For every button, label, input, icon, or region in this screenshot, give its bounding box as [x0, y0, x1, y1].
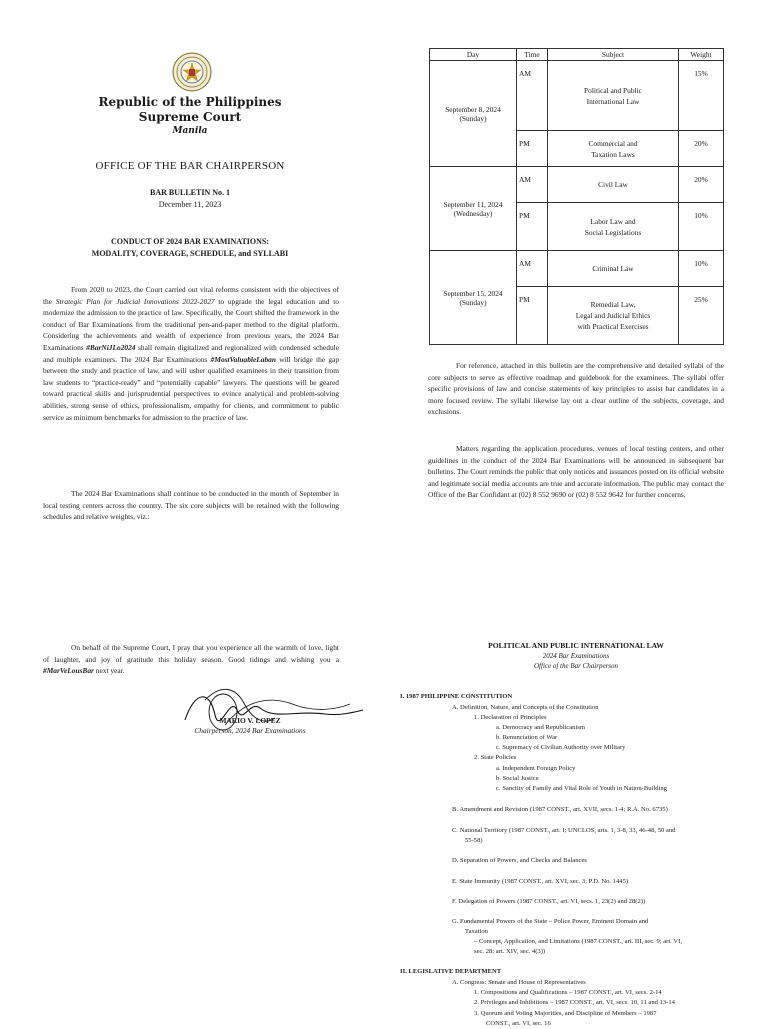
schedule-col-day: Day	[430, 49, 517, 61]
schedule-subject-cell	[548, 167, 679, 203]
syllabus-item: C. National Territory (1987 CONST., art. I; UNCLOS, arts. 1, 3-8, 33, 46-48, 50 and	[452, 827, 676, 834]
p1-strategic-plan: Strategic Plan for Judicial Innovations 2022-2027	[55, 296, 215, 306]
p1-hashtag-barnijlo: #BarNiJLo2024	[86, 342, 136, 352]
schedule-row	[430, 167, 724, 203]
paragraph-schedule-intro: The 2024 Bar Examinations shall continue to be conducted in the month of September in local testing centers across the country. The six core subjects will be retained with the following schedules and relative weights, viz.:	[43, 489, 339, 522]
schedule-weight-cell: 10%	[679, 251, 724, 287]
p1-hashtag-mvl: #MostValuableLaban	[210, 354, 276, 364]
schedule-col-subject: Subject	[548, 49, 679, 61]
schedule-subject-line: with Practical Exercises	[577, 322, 649, 331]
syllabus-section-heading: I. 1987 PHILIPPINE CONSTITUTION	[400, 693, 513, 700]
p1-text-a: From 2020 to 2023, the Court carried out vital reforms consistent with the objectives of the	[43, 285, 339, 306]
schedule-header-row	[430, 49, 724, 61]
schedule-time-cell: AM	[517, 61, 548, 131]
syllabus-item: B. Amendment and Revision (1987 CONST., art. XVII, secs. 1-4; R.A. No. 6735)	[452, 806, 668, 813]
syllabus-item: – Concept, Application, and Limitations (1987 CONST., art. III, sec. 9; art. VI,	[474, 938, 682, 945]
schedule-subject-line: Remedial Law,	[590, 300, 636, 309]
schedule-table	[429, 48, 724, 345]
schedule-subject-cell	[548, 61, 679, 131]
schedule-time-cell: PM	[517, 131, 548, 167]
syllabus-item: D. Separation of Powers, and Checks and Balances	[452, 857, 587, 864]
schedule-weight-cell: 20%	[679, 131, 724, 167]
schedule-subject-line: Legal and Judicial Ethics	[575, 311, 651, 320]
syllabus-item: c. Sanctity of Family and Vital Role of Youth in Nation-Building	[496, 785, 667, 792]
syllabus-item: 2. Privileges and Inhibitions – 1987 CONST., art. VI, secs. 10, 11 and 13-14	[474, 999, 675, 1006]
schedule-subject-line: Civil Law	[598, 180, 628, 189]
syllabus-item: a. Independent Foreign Policy	[496, 765, 576, 772]
paragraph-further-matters: Matters regarding the application procedures, venues of local testing centers, and other guidelines in the conduct of the 2024 Bar Examinations will be announced in subsequent bar bulletins. The Court reminds the public that only notices and issuances posted on its official website and legitimate social media accounts are true and accurate information. The public may contact the Office of the Bar Confidant at (02) 8 552 9690 or (02) 8 552 9642 for further concerns.	[428, 444, 724, 500]
p3-text-a: On behalf of the Supreme Court, I pray that you experience all the warmth of love, light of laughter, and joy of gratitude this holiday season. Good tidings and wishing you a	[43, 643, 339, 664]
syllabus-item: E. State Immunity (1987 CONST., art. XVI, sec. 3; P.D. No. 1445)	[452, 878, 629, 885]
p1-text-d: will bridge the gap between the study and practice of law, and will usher qualified examinees in their transition from law students to “practice-ready” and “potentially capable” lawyers. The questions will be geared toward practical skills and jurisprudential perspectives to evince analytical and problem-solving abilities, strong sense of ethics, professionalism, empathy for clients, and commitment to public service as minimum benchmarks for admission to the practice of law.	[43, 354, 340, 422]
syllabus-item: A. Definition, Nature, and Concepts of the Constitution	[452, 704, 599, 711]
schedule-time-cell: AM	[517, 167, 548, 203]
schedule-subject-line: Taxation Laws	[591, 149, 635, 159]
syllabus-item: 1. Compositions and Qualifications – 1987 CONST., art. VI, secs. 2-14	[474, 989, 662, 996]
paragraph-reforms	[43, 284, 339, 423]
bulletin-date: December 11, 2023	[158, 200, 222, 209]
manila-header: Manila	[172, 126, 208, 136]
bulletin-number: BAR BULLETIN No. 1	[149, 188, 230, 197]
schedule-weight-cell: 20%	[679, 167, 724, 203]
schedule-time-cell: PM	[517, 287, 548, 345]
syllabus-item: sec. 28; art. XIV, sec. 4(3))	[474, 948, 546, 955]
signatory-title: Chairperson, 2024 Bar Examinations	[194, 726, 306, 735]
schedule-subject-line: Political and Public	[584, 85, 642, 95]
syllabus-item: A. Congress: Senate and House of Representatives	[452, 979, 586, 986]
schedule-subject-cell	[548, 131, 679, 167]
schedule-weight-cell: 10%	[679, 203, 724, 251]
schedule-day-cell	[430, 251, 517, 345]
syllabus-item: 3. Quorum and Voting Majorities, and Discipline of Members – 1987	[474, 1010, 657, 1017]
supreme-court-seal-icon	[172, 52, 212, 92]
syllabus-section-heading: II. LEGISLATIVE DEPARTMENT	[400, 968, 502, 975]
syllabus-item: 1. Declaration of Principles	[474, 714, 547, 721]
schedule-weekday: (Wednesday)	[453, 208, 493, 218]
schedule-day-cell	[430, 61, 517, 167]
syllabus-item: G. Fundamental Powers of the State – Police Power, Eminent Domain and	[452, 918, 649, 925]
syllabus-item: 2. State Policies	[474, 754, 517, 761]
schedule-time-cell: PM	[517, 203, 548, 251]
republic-header: Republic of the Philippines	[98, 95, 282, 109]
syllabus-subtitle-office: Office of the Bar Chairperson	[534, 662, 618, 670]
syllabus-item: b. Renunciation of War	[496, 734, 558, 741]
schedule-date: September 11, 2024	[443, 199, 503, 209]
schedule-subject-line: Social Legislations	[584, 227, 642, 237]
document-title-line2: MODALITY, COVERAGE, SCHEDULE, and SYLLABI	[91, 249, 289, 258]
paragraph-syllabi-reference: For reference, attached in this bulletin are the comprehensive and detailed syllabi of the core subjects to serve as effective roadmap and guidebook for the examinees. The syllabi offer specific provisions of law and concise statements of key principles to assist bar candidates in a more focused review. The syllabi likewise lay out a clear outline of the subjects, coverage, and exclusions.	[428, 361, 724, 417]
document-title	[40, 236, 340, 260]
schedule-weight-cell: 15%	[679, 61, 724, 131]
schedule-weekday: (Sunday)	[459, 113, 487, 123]
schedule-col-time: Time	[517, 49, 548, 61]
p3-hashtag-marvelous: #MarVeLousBar	[43, 666, 94, 676]
schedule-col-weight: Weight	[679, 49, 724, 61]
office-title: OFFICE OF THE BAR CHAIRPERSON	[95, 160, 285, 172]
supreme-court-header: Supreme Court	[138, 110, 242, 124]
schedule-subject-cell	[548, 287, 679, 345]
schedule-body	[430, 61, 724, 345]
schedule-subject-line: Labor Law and	[590, 216, 636, 226]
schedule-date: September 15, 2024	[443, 288, 503, 298]
schedule-date: September 8, 2024	[445, 104, 501, 114]
schedule-time-cell: AM	[517, 251, 548, 287]
syllabus-item: Taxation	[465, 928, 488, 935]
paragraph-greetings	[43, 642, 339, 677]
syllabus-subtitle-exam: 2024 Bar Examinations	[542, 652, 610, 660]
schedule-subject-line: Criminal Law	[592, 264, 634, 273]
schedule-subject-cell	[548, 251, 679, 287]
signatory-name: MARIO V. LOPEZ	[219, 716, 281, 725]
schedule-subject-line: International Law	[586, 96, 640, 106]
syllabus-item: CONST., art. VI, sec. 16	[486, 1020, 551, 1027]
document-title-line1: CONDUCT OF 2024 BAR EXAMINATIONS:	[110, 237, 270, 246]
p1-text-b: to upgrade the legal education and to modernize the admission to the practice of law. Specifically, the Court shifted the framework in the conduct of Bar Examinations from the traditional pen-and-paper method to the digital platform. Considering the achievements and wealth of experience from previous years, the 2024 Bar Examinations	[43, 296, 339, 352]
syllabus-item: a. Democracy and Republicanism	[496, 724, 585, 731]
schedule-weekday: (Sunday)	[459, 297, 487, 307]
syllabus-item: F. Delegation of Powers (1987 CONST., art. VI, secs. 1, 23(2) and 28(2))	[452, 898, 646, 905]
p1-text-c: shall remain digitalized and regionalized with condensed schedule and multiple examiners. The 2024 Bar Examinations	[43, 342, 339, 364]
schedule-subject-cell	[548, 203, 679, 251]
schedule-day-cell	[430, 167, 517, 251]
syllabus-item: c. Supremacy of Civilian Authority over Military	[496, 744, 626, 751]
schedule-subject-line: Commercial and	[588, 138, 638, 148]
p3-text-b: next year.	[93, 666, 125, 676]
syllabus-item: 55-58)	[465, 837, 483, 844]
schedule-row	[430, 61, 724, 131]
schedule-row	[430, 251, 724, 287]
syllabus-title: POLITICAL AND PUBLIC INTERNATIONAL LAW	[488, 641, 664, 650]
schedule-weight-cell: 25%	[679, 287, 724, 345]
syllabus-item: b. Social Justice	[496, 775, 539, 782]
